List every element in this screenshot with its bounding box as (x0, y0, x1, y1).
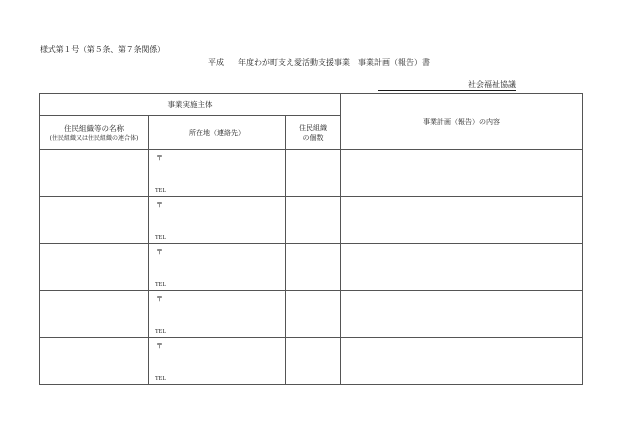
header-implementing-body: 事業実施主体 (40, 94, 341, 116)
table-row (40, 150, 583, 197)
header-organization-name (40, 116, 149, 150)
table-row (40, 197, 583, 244)
plan-content-cell[interactable] (341, 338, 583, 385)
document-title (208, 57, 430, 68)
organization-count-cell[interactable] (286, 150, 341, 197)
plan-content-cell[interactable] (341, 150, 583, 197)
address-cell[interactable] (149, 197, 286, 244)
table-row (40, 244, 583, 291)
table-row (40, 338, 583, 385)
header-organization-count (286, 116, 341, 150)
tel-label: TEL (155, 235, 166, 241)
tel-label: TEL (155, 282, 166, 288)
table-row (40, 291, 583, 338)
plan-content-cell[interactable] (341, 244, 583, 291)
organization-count-cell[interactable] (286, 338, 341, 385)
header-plan-content: 事業計画（報告）の内容 (341, 94, 583, 150)
title-text: 年度わが町支え愛活動支援事業 事業計画（報告）書 (238, 58, 430, 67)
organization-count-cell[interactable] (286, 291, 341, 338)
postal-mark: 〒 (156, 295, 163, 303)
plan-table (39, 93, 583, 385)
plan-content-cell[interactable] (341, 197, 583, 244)
postal-mark: 〒 (156, 154, 163, 162)
organization-name-cell[interactable] (40, 244, 149, 291)
header-count-line2: の個数 (302, 133, 324, 142)
address-cell[interactable] (149, 244, 286, 291)
address-cell[interactable] (149, 338, 286, 385)
header-organization-name-main: 住民組織等の名称 (64, 123, 124, 133)
organization-name-cell[interactable] (40, 338, 149, 385)
organization-count-cell[interactable] (286, 244, 341, 291)
form-number: 様式第１号（第５条、第７条関係） (40, 45, 165, 54)
organization-name-cell[interactable] (40, 150, 149, 197)
postal-mark: 〒 (156, 342, 163, 350)
organization-name-cell[interactable] (40, 197, 149, 244)
postal-mark: 〒 (156, 248, 163, 256)
address-cell[interactable] (149, 150, 286, 197)
header-address: 所在地（連絡先） (149, 116, 286, 150)
postal-mark: 〒 (156, 201, 163, 209)
address-cell[interactable] (149, 291, 286, 338)
organization-name-cell[interactable] (40, 291, 149, 338)
organization-name: 社会福祉協議 (468, 80, 516, 89)
tel-label: TEL (155, 329, 166, 335)
plan-content-cell[interactable] (341, 291, 583, 338)
header-count-line1: 住民組織 (299, 123, 327, 132)
organization-signature-line[interactable] (378, 80, 516, 91)
header-organization-name-note: (住民組織又は住民組織の連合体) (49, 134, 139, 142)
tel-label: TEL (155, 376, 166, 382)
organization-count-cell[interactable] (286, 197, 341, 244)
tel-label: TEL (155, 188, 166, 194)
era-label: 平成 (208, 58, 224, 67)
